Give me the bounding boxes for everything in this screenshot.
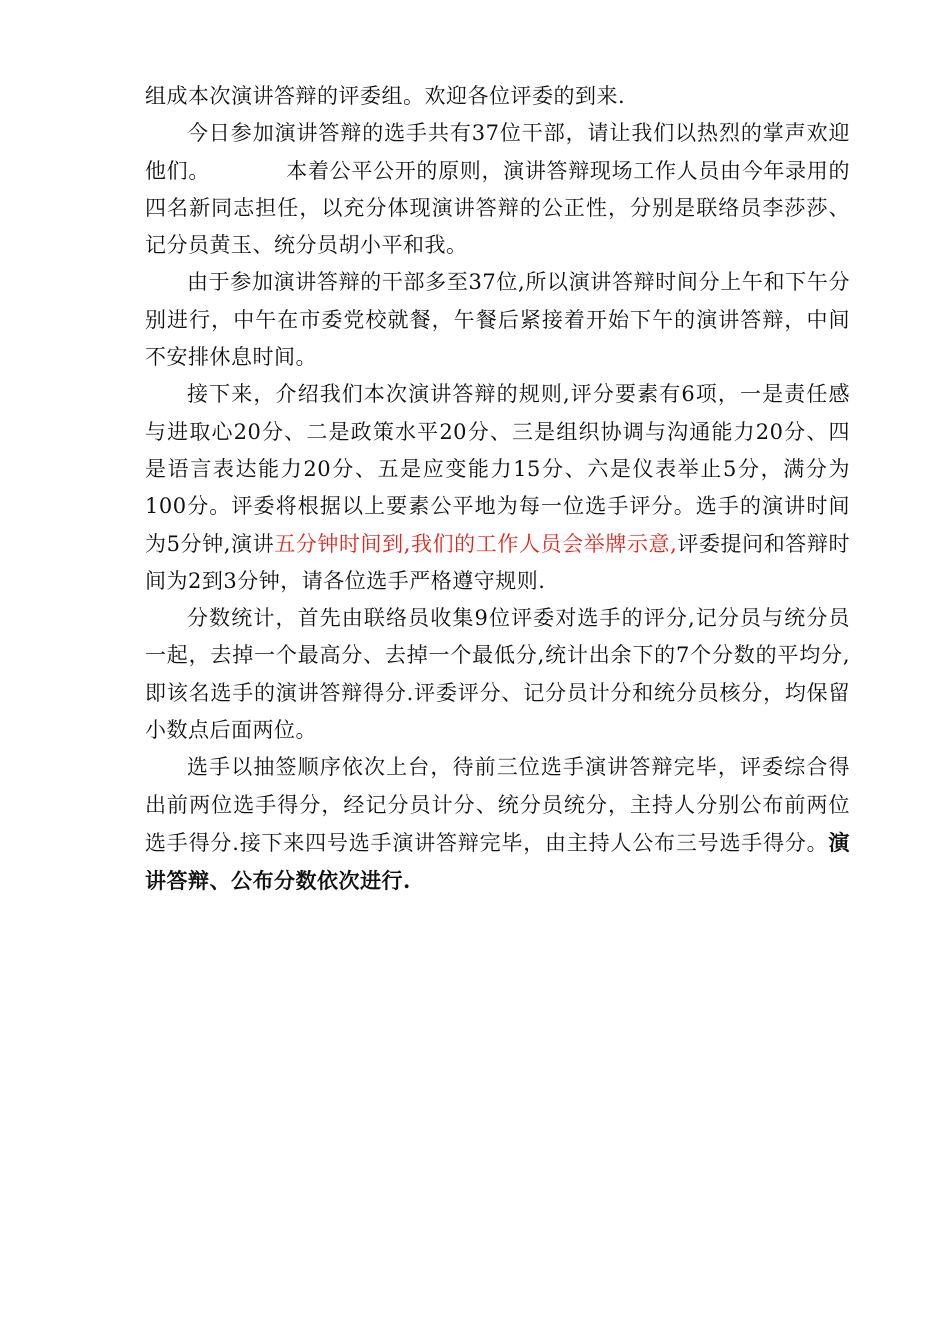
paragraph-4-text-b: 评委提问和答辩时间为2到3分钟，请各位选手严格遵守规则. — [145, 531, 850, 593]
paragraph-3-text: 由于参加演讲答辩的干部多至37位,所以演讲答辩时间分上午和下午分别进行，中午在市委党校就餐，午餐后紧接着开始下午的演讲答辩，中间不安排休息时间。 — [145, 270, 850, 370]
document-page — [145, 78, 850, 901]
paragraph-5 — [145, 600, 850, 749]
paragraph-2-text: 今日参加演讲答辩的选手共有37位干部，请让我们以热烈的掌声欢迎他们。 本着公平公开的原则，演讲答辩现场工作人员由今年录用的四名新同志担任，以充分体现演讲答辩的公正性，分别是联络员李莎莎、记分员黄玉、统分员胡小平和我。 — [145, 121, 850, 258]
paragraph-6-text: 选手以抽签顺序依次上台，待前三位选手演讲答辩完毕，评委综合得出前两位选手得分，经记分员计分、统分员统分，主持人分别公布前两位选手得分.接下来四号选手演讲答辩完毕，由主持人公布三号选手得分。 — [145, 755, 850, 855]
paragraph-4-highlight-red: 五分钟时间到,我们的工作人员会举牌示意, — [274, 531, 678, 556]
paragraph-5-text: 分数统计，首先由联络员收集9位评委对选手的评分,记分员与统分员一起，去掉一个最高分、去掉一个最低分,统计出余下的7个分数的平均分,即该名选手的演讲答辩得分.评委评分、记分员计分和统分员核分，均保留小数点后面两位。 — [145, 606, 850, 743]
paragraph-6-bold-text: 演讲答辩、公布分数依次进行. — [145, 829, 850, 894]
paragraph-2 — [145, 115, 850, 264]
paragraph-4 — [145, 376, 850, 600]
paragraph-4-text-a: 接下来，介绍我们本次演讲答辩的规则,评分要素有6项，一是责任感与进取心20分、二是政策水平20分、三是组织协调与沟通能力20分、四是语言表达能力20分、五是应变能力15分、六是仪表举止5分，满分为100分。评委将根据以上要素公平地为每一位选手评分。选手的演讲时间为5分钟,演讲 — [145, 382, 850, 556]
paragraph-3 — [145, 264, 850, 376]
paragraph-6 — [145, 749, 850, 900]
paragraph-1 — [145, 78, 850, 115]
paragraph-1-text: 组成本次演讲答辩的评委组。欢迎各位评委的到来. — [145, 84, 626, 108]
